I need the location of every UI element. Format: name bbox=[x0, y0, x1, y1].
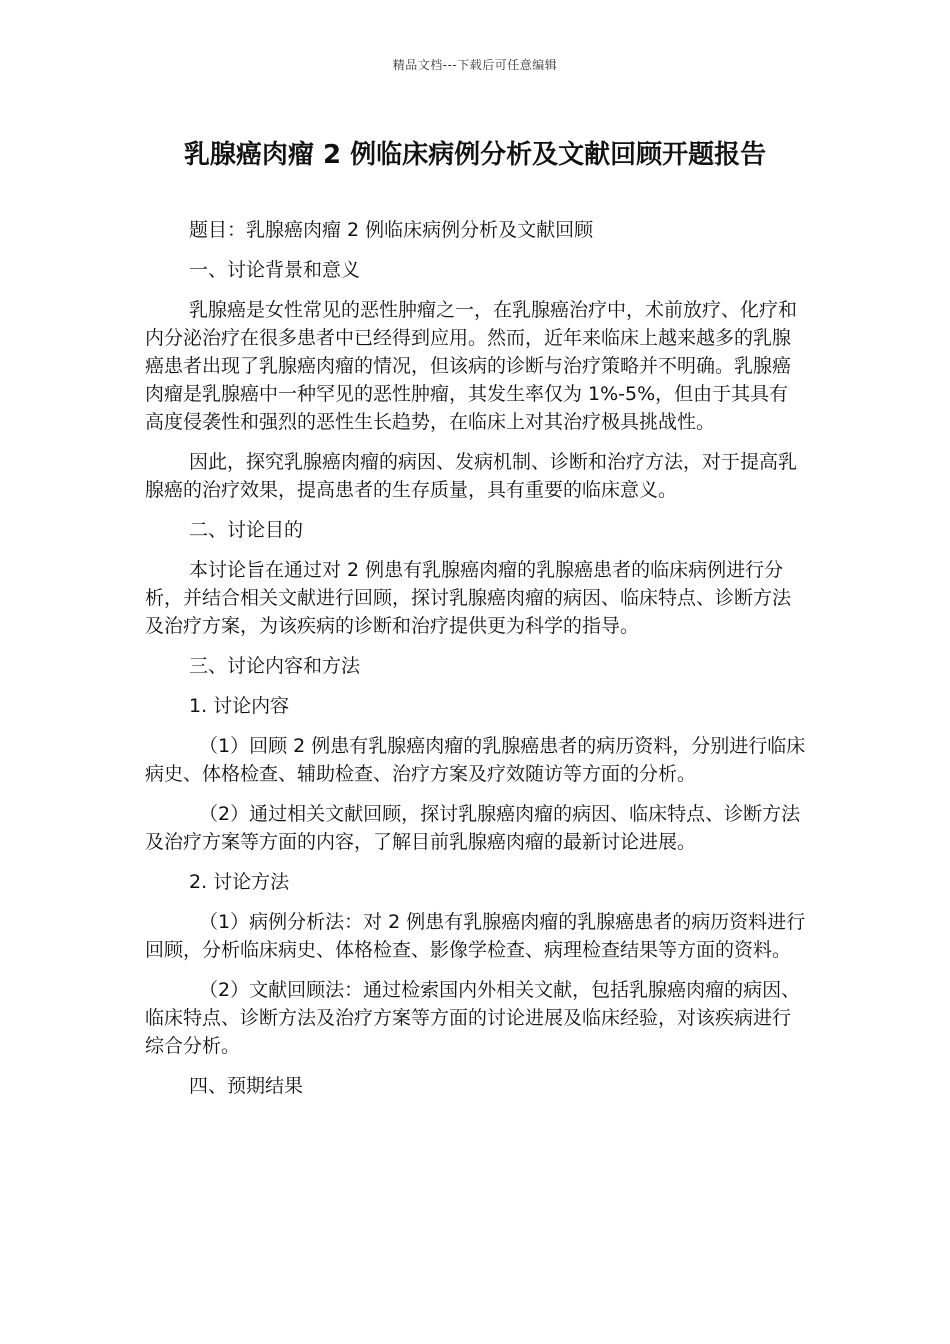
paragraph-background: 乳腺癌是女性常见的恶性肿瘤之一，在乳腺癌治疗中，术前放疗、化疗和内分泌治疗在很多患者中已经得到应用。然而，近年来临床上越来越多的乳腺癌患者出现了乳腺癌肉瘤的情况，但该病的诊断与治疗策略并不明确。乳腺癌肉瘤是乳腺癌中一种罕见的恶性肿瘤，其发生率仅为 1%-5%，但由于其具有高度侵袭性和强烈的恶性生长趋势，在临床上对其治疗极具挑战性。 bbox=[145, 299, 798, 433]
section-heading-expected-results: 四、预期结果 bbox=[189, 1075, 304, 1097]
list-item-content-1: （1）回顾 2 例患有乳腺癌肉瘤的乳腺癌患者的病历资料，分别进行临床病史、体格检查、辅助检查、治疗方案及疗效随访等方面的分析。 bbox=[145, 735, 806, 785]
list-item-method-1: （1）病例分析法：对 2 例患有乳腺癌肉瘤的乳腺癌患者的病历资料进行回顾，分析临床病史、体格检查、影像学检查、病理检查结果等方面的资料。 bbox=[145, 911, 806, 961]
section-heading-purpose: 二、讨论目的 bbox=[189, 519, 304, 541]
paragraph-significance: 因此，探究乳腺癌肉瘤的病因、发病机制、诊断和治疗方法，对于提高乳腺癌的治疗效果，提高患者的生存质量，具有重要的临床意义。 bbox=[145, 451, 798, 501]
section-heading-background: 一、讨论背景和意义 bbox=[189, 259, 361, 281]
page-header-watermark: 精品文档---下载后可任意编辑 bbox=[392, 58, 558, 72]
paragraph-purpose: 本讨论旨在通过对 2 例患有乳腺癌肉瘤的乳腺癌患者的临床病例进行分析，并结合相关文献进行回顾，探讨乳腺癌肉瘤的病因、临床特点、诊断方法及治疗方案，为该疾病的诊断和治疗提供更为科学的指导。 bbox=[145, 559, 792, 637]
subsection-heading-content: 1. 讨论内容 bbox=[189, 695, 290, 717]
document-body bbox=[145, 216, 807, 1112]
topic-line: 题目：乳腺癌肉瘤 2 例临床病例分析及文献回顾 bbox=[189, 219, 594, 241]
document-title: 乳腺癌肉瘤 2 例临床病例分析及文献回顾开题报告 bbox=[183, 140, 767, 170]
section-heading-content-method: 三、讨论内容和方法 bbox=[189, 655, 361, 677]
list-item-method-2: （2）文献回顾法：通过检索国内外相关文献，包括乳腺癌肉瘤的病因、临床特点、诊断方法及治疗方案等方面的讨论进展及临床经验，对该疾病进行综合分析。 bbox=[145, 979, 801, 1057]
subsection-heading-method: 2. 讨论方法 bbox=[189, 871, 290, 893]
list-item-content-2: （2）通过相关文献回顾，探讨乳腺癌肉瘤的病因、临床特点、诊断方法及治疗方案等方面的内容，了解目前乳腺癌肉瘤的最新讨论进展。 bbox=[145, 803, 801, 853]
